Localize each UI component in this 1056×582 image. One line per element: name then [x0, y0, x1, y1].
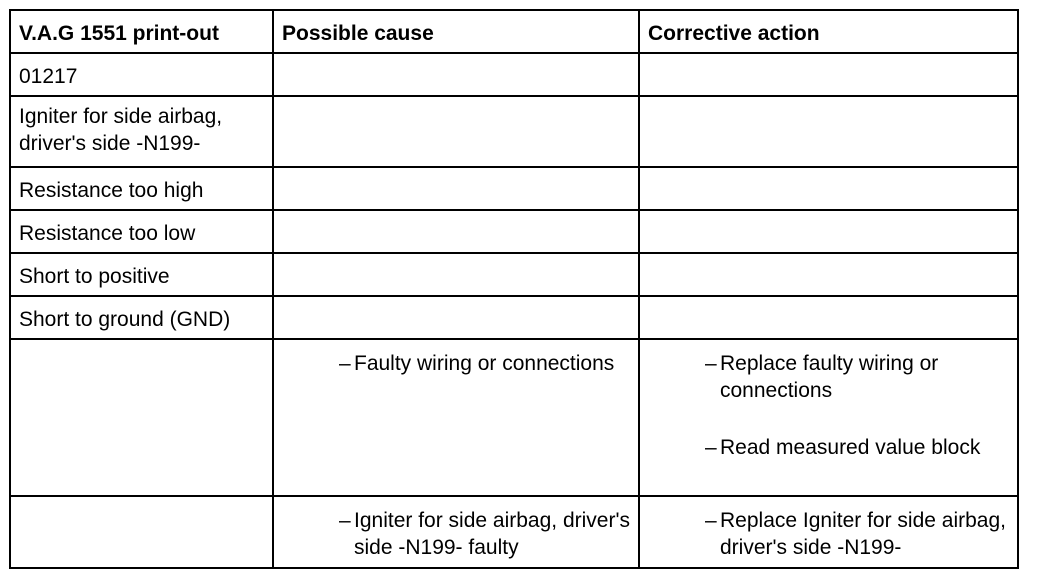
empty-cell [10, 496, 273, 568]
dash-bullet: – [339, 509, 351, 532]
action-text: Read measured value block [720, 436, 981, 459]
action-text: Replace faulty wiring or connections [720, 352, 939, 402]
empty-cell [639, 253, 1018, 296]
table-row [10, 53, 1018, 96]
table-row [10, 296, 1018, 339]
possible-cause-cell [273, 339, 639, 496]
fault-code: 01217 [10, 53, 273, 96]
empty-cell [273, 96, 639, 167]
corrective-action-cell [639, 496, 1018, 568]
empty-cell [273, 253, 639, 296]
empty-cell [639, 167, 1018, 210]
component-name: Igniter for side airbag, driver's side -N199- [10, 96, 273, 167]
header-possible-cause: Possible cause [273, 10, 639, 53]
cause-text: Igniter for side airbag, driver's side -N199- faulty [354, 509, 630, 559]
empty-cell [639, 296, 1018, 339]
empty-cell [273, 53, 639, 96]
empty-cell [273, 210, 639, 253]
list-item [282, 507, 630, 561]
header-row [10, 10, 1018, 53]
corrective-action-cell [639, 339, 1018, 496]
header-printout: V.A.G 1551 print-out [10, 10, 273, 53]
empty-cell [273, 296, 639, 339]
fault-table [9, 9, 1019, 569]
empty-cell [639, 210, 1018, 253]
dash-bullet: – [705, 509, 717, 532]
condition-resistance-low: Resistance too low [10, 210, 273, 253]
possible-cause-cell [273, 496, 639, 568]
list-item [648, 507, 1009, 561]
condition-short-ground: Short to ground (GND) [10, 296, 273, 339]
action-text: Replace Igniter for side airbag, driver's side -N199- [720, 509, 1006, 559]
empty-cell [639, 96, 1018, 167]
dash-bullet: – [705, 436, 717, 459]
condition-short-positive: Short to positive [10, 253, 273, 296]
table-row [10, 167, 1018, 210]
table-row [10, 253, 1018, 296]
table-row [10, 96, 1018, 167]
empty-cell [273, 167, 639, 210]
condition-resistance-high: Resistance too high [10, 167, 273, 210]
empty-cell [10, 339, 273, 496]
table-row [10, 210, 1018, 253]
table-row [10, 496, 1018, 568]
dash-bullet: – [705, 352, 717, 375]
header-corrective-action: Corrective action [639, 10, 1018, 53]
dash-bullet: – [339, 352, 351, 375]
cause-text: Faulty wiring or connections [354, 352, 615, 375]
table-row [10, 339, 1018, 496]
empty-cell [639, 53, 1018, 96]
list-item [648, 434, 1009, 461]
list-item [282, 350, 630, 377]
list-item [648, 350, 1009, 404]
